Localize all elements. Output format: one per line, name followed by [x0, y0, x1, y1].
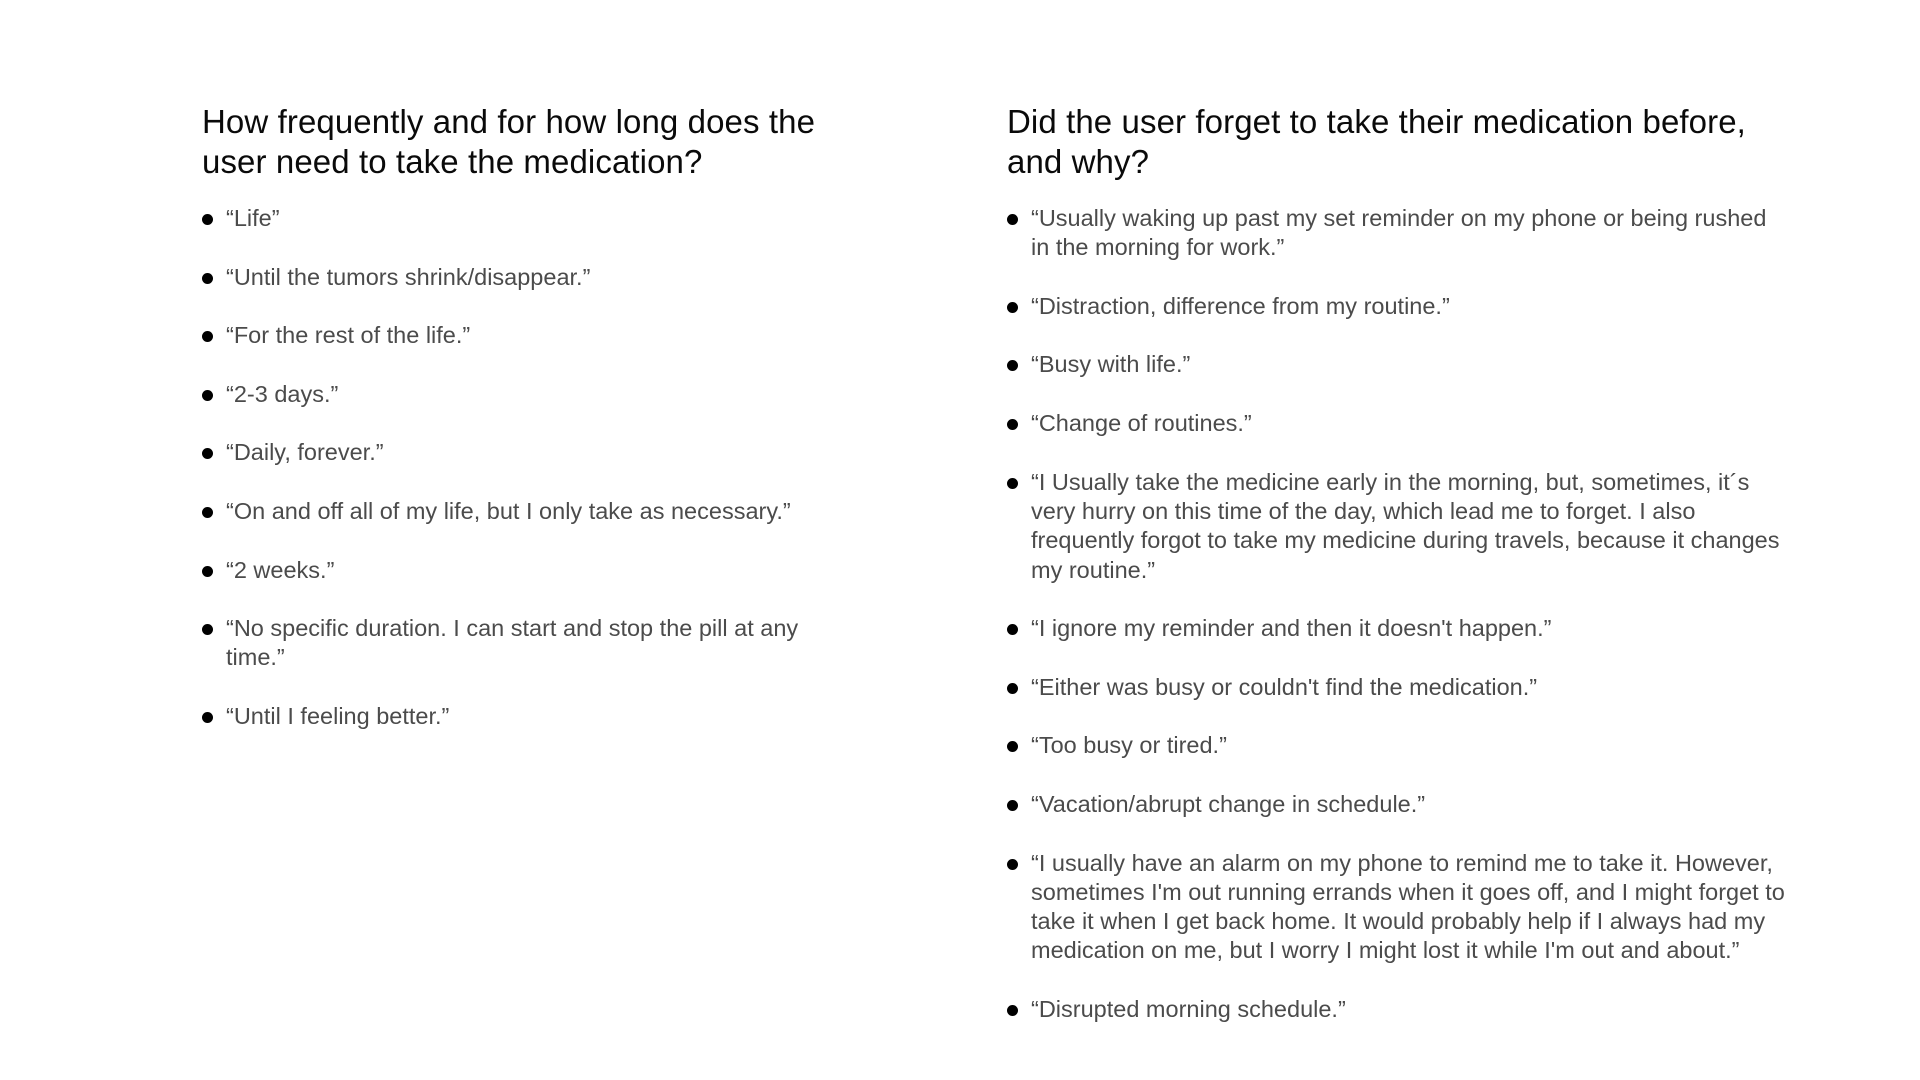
list-item [1007, 292, 1787, 321]
bullet-icon [1007, 624, 1018, 635]
bullet-icon [1007, 360, 1018, 371]
forgot-medication-section [1007, 102, 1787, 1054]
answer-text: “Daily, forever.” [226, 439, 384, 466]
list-item [202, 380, 862, 409]
bullet-icon [202, 331, 213, 342]
answer-text: “Life” [226, 205, 280, 231]
answer-text: “I usually have an alarm on my phone to remind me to take it. However, sometimes I'm out running errands when it goes off, and I might forget to take it when I get back home. It would probably help if I always had my medication on me, but I worry I might lost it while I'm out and about.” [1031, 849, 1785, 964]
answer-text: “On and off all of my life, but I only take as necessary.” [226, 497, 791, 524]
bullet-icon [202, 390, 213, 401]
list-item [1007, 350, 1787, 379]
list-item [1007, 673, 1787, 702]
list-item [1007, 204, 1787, 263]
answer-text: “I Usually take the medicine early in the morning, but, sometimes, it´s very hurry on this time of the day, which lead me to forget. I also frequently forgot to take my medicine during travels, because it changes my routine.” [1031, 468, 1780, 583]
list-item [202, 204, 862, 233]
bullet-icon [1007, 1005, 1018, 1016]
list-item [1007, 731, 1787, 760]
answer-text: “No specific duration. I can start and stop the pill at any time.” [226, 615, 799, 671]
bullet-icon [1007, 302, 1018, 313]
bullet-icon [202, 712, 213, 723]
list-item [1007, 790, 1787, 819]
answer-text: “I ignore my reminder and then it doesn't happen.” [1031, 615, 1552, 642]
bullet-icon [202, 624, 213, 635]
bullet-icon [202, 566, 213, 577]
list-item [202, 497, 862, 526]
bullet-icon [1007, 683, 1018, 694]
list-item [1007, 409, 1787, 438]
bullet-icon [202, 214, 213, 225]
answer-text: “For the rest of the life.” [226, 322, 471, 349]
bullet-icon [202, 448, 213, 459]
answer-text: “Distraction, difference from my routine.” [1031, 292, 1450, 319]
bullet-icon [1007, 859, 1018, 870]
section-heading: How frequently and for how long does the user need to take the medication? [202, 103, 816, 180]
answer-text: “2-3 days.” [226, 380, 339, 407]
bullet-icon [1007, 214, 1018, 225]
bullet-icon [1007, 478, 1018, 489]
list-item [1007, 995, 1787, 1024]
bullet-icon [202, 273, 213, 284]
answer-list [202, 204, 862, 731]
list-item [1007, 614, 1787, 643]
answer-text: “Either was busy or couldn't find the medication.” [1031, 673, 1538, 700]
list-item [202, 614, 862, 673]
section-heading: Did the user forget to take their medication before, and why? [1007, 103, 1746, 180]
answer-text: “Change of routines.” [1031, 410, 1252, 437]
answer-text: “2 weeks.” [226, 556, 335, 583]
answer-text: “Disrupted morning schedule.” [1031, 996, 1346, 1023]
list-item [202, 263, 862, 292]
list-item [1007, 849, 1787, 966]
answer-text: “Usually waking up past my set reminder on my phone or being rushed in the morning for work.” [1031, 205, 1767, 261]
answer-text: “Vacation/abrupt change in schedule.” [1031, 790, 1426, 817]
answer-text: “Busy with life.” [1031, 351, 1191, 378]
answer-text: “Too busy or tired.” [1031, 732, 1227, 759]
answer-text: “Until I feeling better.” [226, 703, 450, 730]
list-item [202, 438, 862, 467]
frequency-duration-section [202, 102, 862, 761]
bullet-icon [1007, 419, 1018, 430]
list-item [1007, 468, 1787, 585]
list-item [202, 321, 862, 350]
answer-list [1007, 204, 1787, 1024]
bullet-icon [202, 507, 213, 518]
list-item [202, 556, 862, 585]
list-item [202, 702, 862, 731]
bullet-icon [1007, 800, 1018, 811]
bullet-icon [1007, 741, 1018, 752]
answer-text: “Until the tumors shrink/disappear.” [226, 263, 591, 290]
